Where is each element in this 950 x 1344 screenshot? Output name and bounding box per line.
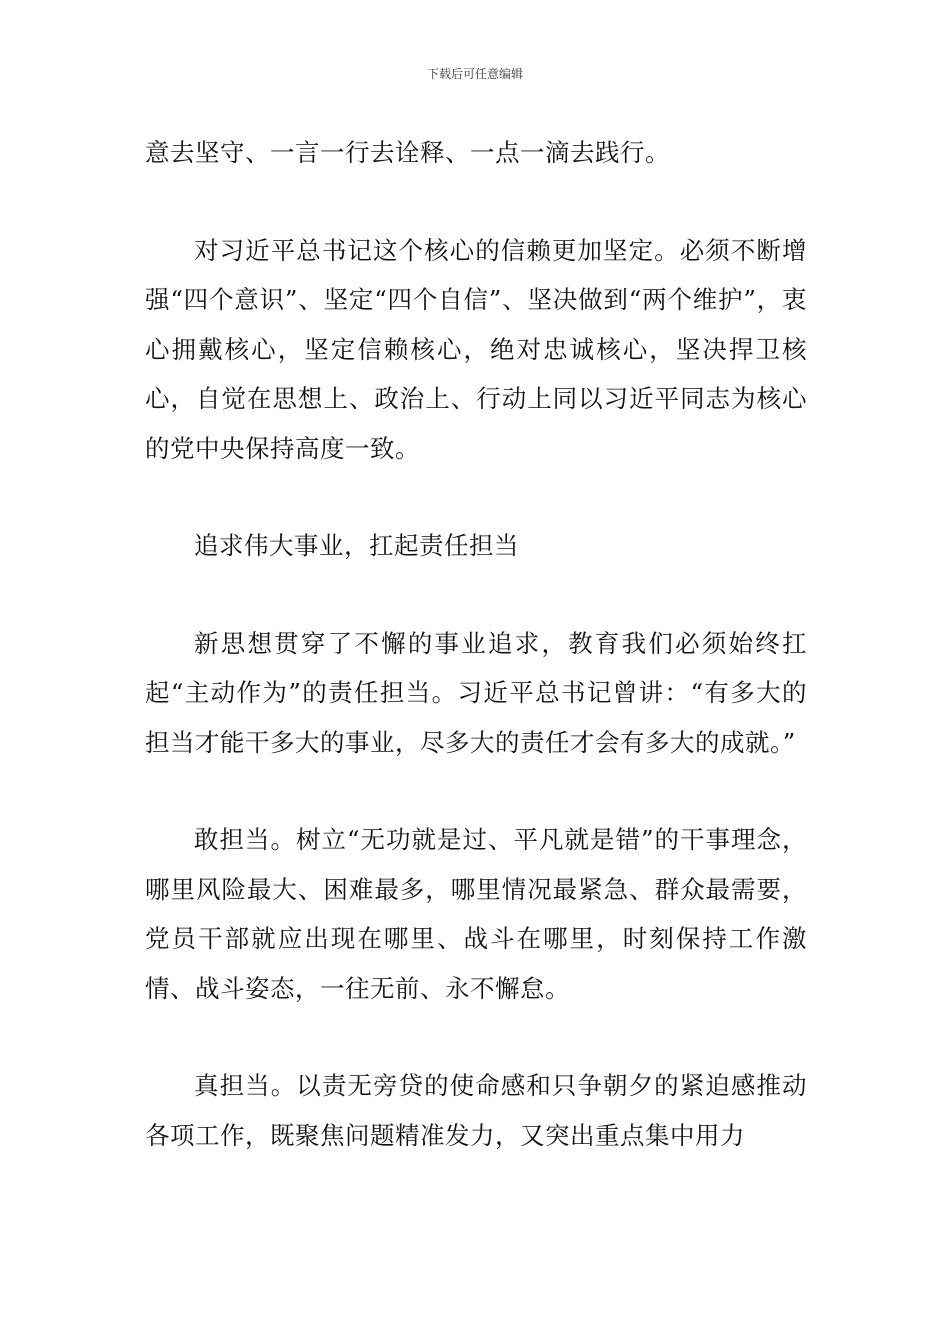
paragraph-continuation: 意去坚守、一言一行去诠释、一点一滴去践行。 (145, 138, 670, 167)
paragraph-true-responsibility: 真担当。以责无旁贷的使命感和只争朝夕的紧迫感推动各项工作，既聚焦问题精准发力，又突出重点集中用力 (145, 1071, 807, 1150)
paragraph-dare-responsibility: 敢担当。树立“无功就是过、平凡就是错”的干事理念，哪里风险最大、困难最多，哪里情况最紧急、群众最需要，党员干部就应出现在哪里、战斗在哪里，时刻保持工作激情、战斗姿态，一往无前、永不懈怠。 (145, 825, 807, 1003)
paragraph-gap (145, 473, 807, 521)
document-body (145, 128, 807, 1160)
paragraph-gap (145, 178, 807, 226)
section-heading: 追求伟大事业，扛起责任担当 (194, 531, 519, 560)
paragraph-new-thought: 新思想贯穿了不懈的事业追求，教育我们必须始终扛起“主动作为”的责任担当。习近平总书记曾讲：“有多大的担当才能干多大的事业，尽多大的责任才会有多大的成就。” (145, 628, 807, 757)
paragraph-gap (145, 767, 807, 815)
paragraph-gap (145, 1013, 807, 1061)
paragraph-core-trust: 对习近平总书记这个核心的信赖更加坚定。必须不断增强“四个意识”、坚定“四个自信”、坚决做到“两个维护”，衷心拥戴核心，坚定信赖核心，绝对忠诚核心，坚决捍卫核心，自觉在思想上、政治上、行动上同以习近平同志为核心的党中央保持高度一致。 (145, 235, 807, 463)
paragraph-gap (145, 571, 807, 619)
page-header: 下载后可任意编辑 (426, 67, 523, 81)
